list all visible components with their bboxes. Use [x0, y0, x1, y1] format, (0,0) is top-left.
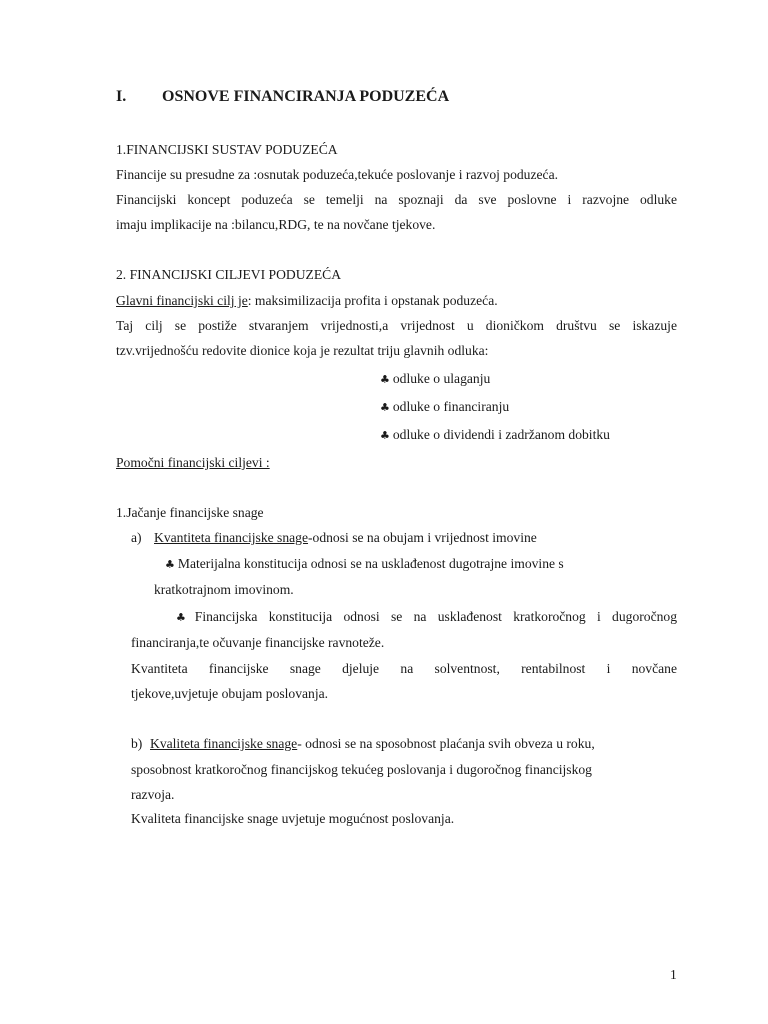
- page-number: 1: [670, 967, 677, 982]
- sub-item-2-line1: [176, 608, 677, 627]
- section2-line3: tzv.vrijednošću redovite dionice koja je rezultat triju glavnih odluka:: [116, 343, 489, 358]
- section1-title: 1.FINANCIJSKI SUSTAV PODUZEĆA: [116, 142, 338, 157]
- club-bullet-icon: ♣: [176, 611, 194, 624]
- sub-item-1-text: Materijalna konstitucija odnosi se na usklađenost dugotrajne imovine s: [177, 556, 564, 571]
- section1-line1: Financije su presudne za :osnutak poduzeća,tekuće poslovanje i razvoj poduzeća.: [116, 167, 559, 182]
- main-goal-label: Glavni financijski cilj je: [116, 293, 248, 308]
- item-a-line: [154, 529, 537, 547]
- item-b-line3: razvoja.: [131, 787, 175, 802]
- item-b-marker: b): [131, 736, 143, 751]
- chapter-title: OSNOVE FINANCIRANJA PODUZEĆA: [162, 88, 450, 105]
- quantity-line2: tjekove,uvjetuje obujam poslovanja.: [131, 686, 329, 701]
- item-b-line: [150, 735, 595, 753]
- item-a-marker: a): [131, 530, 142, 545]
- bullet-item: [380, 426, 610, 445]
- bullet-text: odluke o financiranju: [392, 399, 510, 414]
- club-bullet-icon: ♣: [380, 401, 390, 414]
- sub-item-2-line2: financiranja,te očuvanje financijske ravnoteže.: [131, 635, 385, 650]
- quantity-line1: Kvantiteta financijske snage djeluje na solventnost, rentabilnost i novčane: [131, 661, 677, 676]
- aux-goals-label: Pomočni financijski ciljevi :: [116, 455, 270, 470]
- item-b-text: - odnosi se na sposobnost plaćanja svih obveza u roku,: [297, 736, 595, 751]
- bullet-text: odluke o dividendi i zadržanom dobitku: [392, 427, 610, 442]
- bullet-item: [380, 370, 490, 389]
- item-b-label: Kvaliteta financijske snage: [150, 736, 298, 751]
- item-a-label: Kvantiteta financijske snage: [154, 530, 309, 545]
- bullet-item: [380, 398, 509, 417]
- sub-item-1-line2: kratkotrajnom imovinom.: [154, 582, 294, 597]
- sub-item-2-text: Financijska konstitucija odnosi se na usklađenost kratkoročnog i dugoročnog: [194, 609, 677, 624]
- section1-line2: Financijski koncept poduzeća se temelji na spoznaji da sve poslovne i razvojne odluke: [116, 192, 677, 207]
- club-bullet-icon: ♣: [165, 558, 175, 571]
- club-bullet-icon: ♣: [380, 429, 390, 442]
- item-a-text: -odnosi se na obujam i vrijednost imovine: [308, 530, 537, 545]
- chapter-number: I.: [116, 88, 127, 105]
- section2-title: 2. FINANCIJSKI CILJEVI PODUZEĆA: [116, 267, 342, 282]
- item-b-line2: sposobnost kratkoročnog financijskog tekućeg poslovanja i dugoročnog financijskog: [131, 762, 592, 777]
- main-goal-text: : maksimilizacija profita i opstanak poduzeća.: [247, 293, 498, 308]
- section1-line3: imaju implikacije na :bilancu,RDG, te na novčane tjekove.: [116, 217, 436, 232]
- section3-title: 1.Jačanje financijske snage: [116, 505, 264, 520]
- section2-line2: Taj cilj se postiže stvaranjem vrijednosti,a vrijednost u dioničkom društvu se iskazuje: [116, 318, 677, 333]
- club-bullet-icon: ♣: [380, 373, 390, 386]
- sub-item-1-line1: [165, 555, 564, 574]
- quality-line: Kvaliteta financijske snage uvjetuje mogućnost poslovanja.: [131, 811, 455, 826]
- bullet-text: odluke o ulaganju: [392, 371, 491, 386]
- main-goal-line: [116, 292, 498, 310]
